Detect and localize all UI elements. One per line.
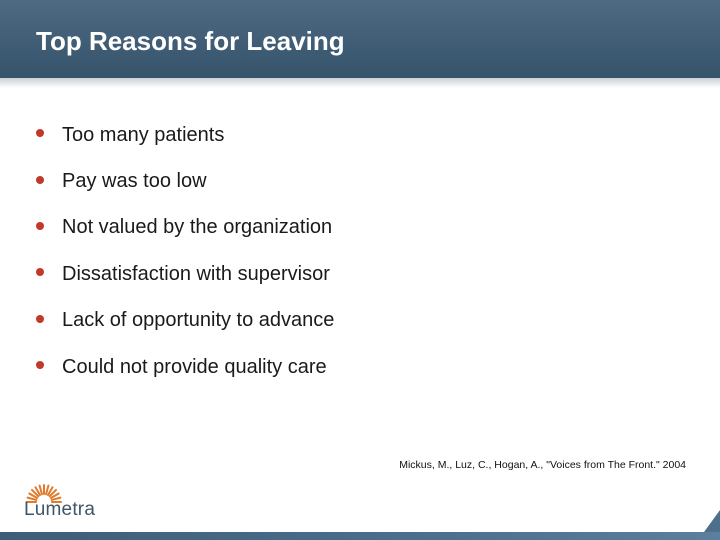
bullet-list <box>34 112 694 390</box>
bullet-dot-icon <box>36 222 44 230</box>
footer-bar <box>0 532 720 540</box>
bullet-item <box>34 112 694 158</box>
logo-ray <box>40 486 42 495</box>
bullet-item <box>34 298 694 344</box>
bullet-dot-icon <box>36 176 44 184</box>
bullet-text: Too many patients <box>62 123 225 146</box>
bullet-text: Pay was too low <box>62 170 207 193</box>
bullet-dot-icon <box>36 315 44 323</box>
logo-ray <box>46 486 48 495</box>
bullet-text: Lack of opportunity to advance <box>62 309 335 332</box>
bullet-item <box>34 251 694 297</box>
bullet-dot-icon <box>36 129 44 137</box>
logo-wordmark: Lumetra <box>24 499 96 520</box>
bullet-dot-icon <box>36 361 44 369</box>
bullet-item <box>34 205 694 251</box>
title-bar-shadow <box>0 78 720 88</box>
title-bar <box>0 0 720 78</box>
bullet-text: Dissatisfaction with supervisor <box>62 262 330 285</box>
bullet-text: Could not provide quality care <box>62 355 327 378</box>
slide-title: Top Reasons for Leaving <box>36 26 345 56</box>
bullet-text: Not valued by the organization <box>62 216 333 239</box>
footer-corner <box>704 510 720 532</box>
bullet-dot-icon <box>36 268 44 276</box>
bullet-item <box>34 344 694 390</box>
bullet-item <box>34 158 694 204</box>
citation: Mickus, M., Luz, C., Hogan, A., "Voices from The Front." 2004 <box>399 459 686 471</box>
